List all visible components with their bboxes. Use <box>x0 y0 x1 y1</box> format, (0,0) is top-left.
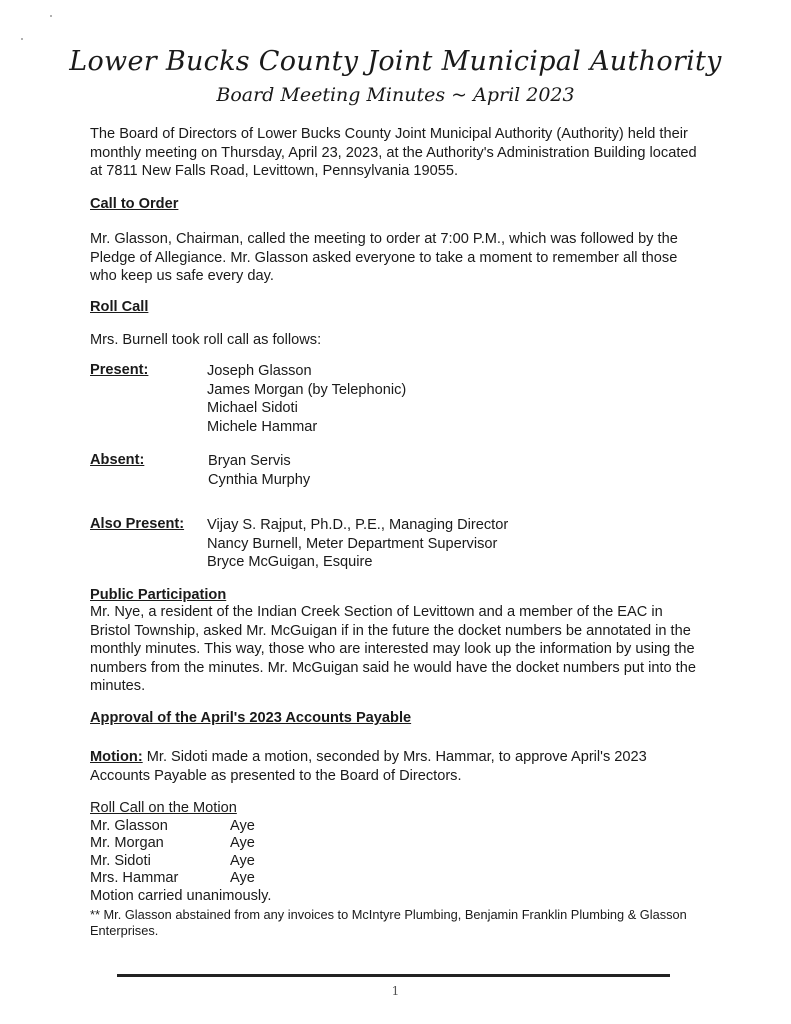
present-list <box>207 362 406 436</box>
also-present-name: Nancy Burnell, Meter Department Supervisor <box>207 535 498 552</box>
vote-value: Aye <box>230 835 255 851</box>
roll-call-motion-heading: Roll Call on the Motion <box>90 800 237 816</box>
vote-value: Aye <box>230 817 255 834</box>
voter-name: Mrs. Hammar <box>90 870 179 886</box>
absent-name: Cynthia Murphy <box>208 471 311 488</box>
abstention-note: ** Mr. Glasson abstained from any invoices to McIntyre Plumbing, Benjamin Franklin Plumbing & Glasson Enterprises. <box>90 907 687 938</box>
voter-name: Mr. Sidoti <box>90 852 151 869</box>
also-present-list <box>207 516 508 572</box>
document-subtitle: Board Meeting Minutes ~ April 2023 <box>216 84 575 106</box>
vote-row <box>90 853 271 871</box>
call-to-order-heading: Call to Order <box>90 196 179 212</box>
public-participation-text: Mr. Nye, a resident of the Indian Creek Section of Levittown and a member of the EAC in Bristol Township, asked Mr. McGuigan if in the future the docket numbers be annotated in the monthly minutes. This way, those who are interested may look up the information by using the numbers from the minutes. Mr. McGuigan said he would have the docket numbers put into the minutes. <box>90 604 696 694</box>
scan-speck <box>21 38 23 40</box>
motion-text: Mr. Sidoti made a motion, seconded by Mrs. Hammar, to approve April's 2023 Accounts Payable as presented to the Board of Directors. <box>90 749 647 784</box>
also-present-name: Vijay S. Rajput, Ph.D., P.E., Managing Director <box>207 517 509 533</box>
roll-call-heading: Roll Call <box>90 299 149 315</box>
also-present-name: Bryce McGuigan, Esquire <box>207 554 373 570</box>
call-to-order-text: Mr. Glasson, Chairman, called the meeting to order at 7:00 P.M., which was followed by the Pledge of Allegiance. Mr. Glasson asked everyone to take a moment to remember all those who keep us safe every day. <box>90 231 678 284</box>
present-name: Michele Hammar <box>207 418 318 435</box>
present-label: Present: <box>90 362 149 378</box>
document-title: Lower Bucks County Joint Municipal Authority <box>69 46 722 77</box>
present-name: Michael Sidoti <box>207 400 298 416</box>
absent-list <box>208 452 310 489</box>
vote-value: Aye <box>230 852 255 869</box>
approval-heading: Approval of the April's 2023 Accounts Payable <box>90 710 412 726</box>
scan-speck <box>50 15 52 17</box>
vote-row <box>90 835 271 853</box>
present-name: James Morgan (by Telephonic) <box>207 381 407 398</box>
voter-name: Mr. Morgan <box>90 835 164 851</box>
absent-label: Absent: <box>90 452 145 468</box>
motion-label: Motion: <box>90 749 143 765</box>
vote-row <box>90 818 271 836</box>
also-present-label: Also Present: <box>90 516 185 532</box>
page-number: 1 <box>391 984 400 998</box>
motion-result: Motion carried unanimously. <box>90 887 272 904</box>
roll-call-text: Mrs. Burnell took roll call as follows: <box>90 332 322 348</box>
footer-divider <box>117 974 670 977</box>
absent-name: Bryan Servis <box>208 453 291 469</box>
roll-call-motion <box>90 800 271 905</box>
vote-row <box>90 870 271 888</box>
public-participation-heading: Public Participation <box>90 587 227 603</box>
voter-name: Mr. Glasson <box>90 817 168 834</box>
motion-paragraph <box>90 748 704 785</box>
present-name: Joseph Glasson <box>207 363 312 379</box>
intro-paragraph: The Board of Directors of Lower Bucks County Joint Municipal Authority (Authority) held their monthly meeting on Thursday, April 23, 2023, at the Authority's Administration Building located at 7811 New Falls Road, Levittown, Pennsylvania 19055. <box>90 126 697 179</box>
vote-value: Aye <box>230 870 255 886</box>
